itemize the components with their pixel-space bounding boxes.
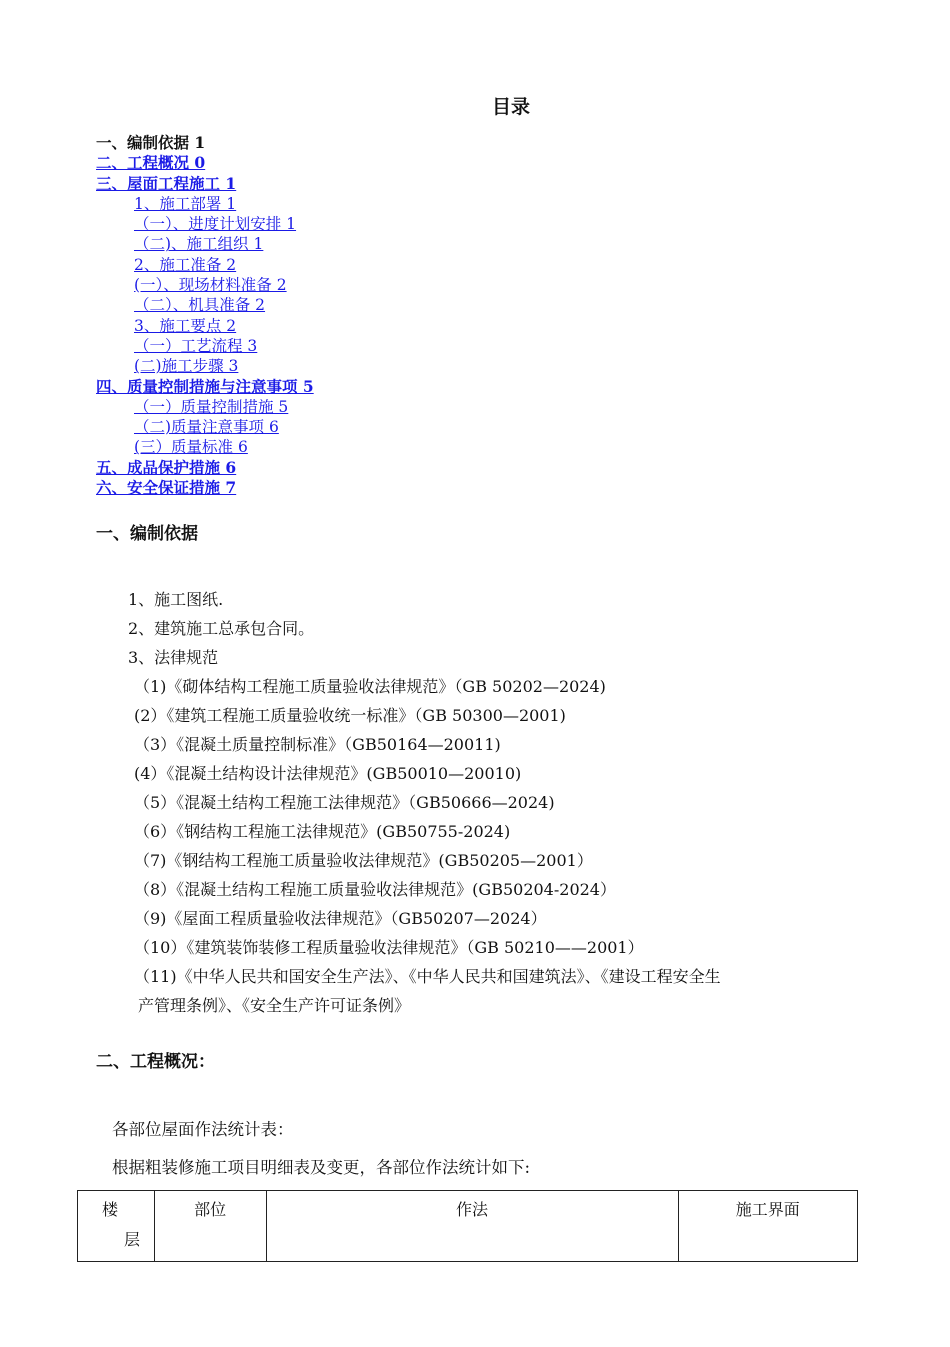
toc-entry[interactable]: （一）质量控制措施 5 xyxy=(134,397,289,416)
toc-entry[interactable]: (二)施工步骤 3 xyxy=(134,357,239,376)
toc-entry[interactable]: （二）、机具准备 2 xyxy=(134,296,266,315)
basis-item: （8）《混凝土结构工程施工质量验收法律规范》(GB50204-2024） xyxy=(134,880,616,899)
table-of-contents xyxy=(96,133,314,498)
header-scope: 施工界面 xyxy=(678,1191,857,1262)
basis-item: （1)《砌体结构工程施工质量验收法律规范》（GB 50202—2024) xyxy=(134,677,606,696)
toc-entry[interactable]: 1、施工部署 1 xyxy=(134,194,237,213)
toc-entry[interactable]: 3、施工要点 2 xyxy=(134,316,237,335)
toc-entry[interactable]: 六、安全保证措施 7 xyxy=(96,478,237,498)
header-part: 部位 xyxy=(154,1191,266,1262)
header-floor xyxy=(78,1191,155,1262)
toc-entry[interactable]: 三、屋面工程施工 1 xyxy=(96,173,237,193)
basis-item: （9)《屋面工程质量验收法律规范》（GB50207—2024） xyxy=(134,909,547,928)
basis-item: 2、建筑施工总承包合同。 xyxy=(128,619,315,638)
roof-method-description: 根据粗装修施工项目明细表及变更，各部位作法统计如下: xyxy=(112,1158,531,1177)
roof-method-table xyxy=(77,1190,858,1262)
toc-entry: 一、编制依据 1 xyxy=(96,133,206,152)
header-method: 作法 xyxy=(266,1191,678,1262)
basis-item: （11)《中华人民共和国安全生产法》、《中华人民共和国建筑法》、《建设工程安全生 xyxy=(134,967,721,986)
header-floor-line1: 楼 xyxy=(102,1200,119,1219)
toc-entry[interactable]: （一）、进度计划安排 1 xyxy=(134,215,297,234)
section-heading-overview: 二、工程概况： xyxy=(96,1052,215,1072)
basis-item: （5）《混凝土结构工程施工法律规范》（GB50666—2024) xyxy=(134,793,555,812)
basis-item: (2）《建筑工程施工质量验收统一标准》（GB 50300—2001) xyxy=(134,706,566,725)
basis-item: 产管理条例》、《安全生产许可证条例》 xyxy=(138,996,411,1015)
toc-entry[interactable]: 四、质量控制措施与注意事项 5 xyxy=(96,376,314,396)
section-heading-basis: 一、编制依据 xyxy=(96,524,198,544)
roof-method-intro: 各部位屋面作法统计表： xyxy=(112,1120,294,1139)
basis-item: 3、法律规范 xyxy=(128,648,219,667)
page-title: 目录 xyxy=(491,96,530,118)
toc-entry[interactable]: 五、成品保护措施 6 xyxy=(96,457,237,477)
basis-list xyxy=(128,585,888,1020)
basis-item: （10）《建筑装饰装修工程质量验收法律规范》（GB 50210——2001） xyxy=(134,938,644,957)
header-floor-line2: 层 xyxy=(124,1230,141,1249)
toc-entry[interactable]: 二、工程概况 0 xyxy=(96,153,206,173)
toc-entry[interactable]: （二)质量注意事项 6 xyxy=(134,418,279,437)
toc-entry[interactable]: 2、施工准备 2 xyxy=(134,255,237,274)
toc-entry[interactable]: (一）、现场材料准备 2 xyxy=(134,276,287,295)
basis-item: 1、施工图纸. xyxy=(128,590,224,609)
toc-entry[interactable]: （一）工艺流程 3 xyxy=(134,336,258,355)
table-header-row xyxy=(78,1191,858,1262)
basis-item: （6）《钢结构工程施工法律规范》(GB50755-2024) xyxy=(134,822,511,841)
toc-entry[interactable]: （二)、施工组织 1 xyxy=(134,235,264,254)
basis-item: （3）《混凝土质量控制标准》（GB50164—20011) xyxy=(134,735,501,754)
basis-item: （7)《钢结构工程施工质量验收法律规范》(GB50205—2001） xyxy=(134,851,593,870)
toc-entry[interactable]: (三）质量标准 6 xyxy=(134,438,248,457)
basis-item: (4）《混凝土结构设计法律规范》(GB50010—20010) xyxy=(134,764,522,783)
